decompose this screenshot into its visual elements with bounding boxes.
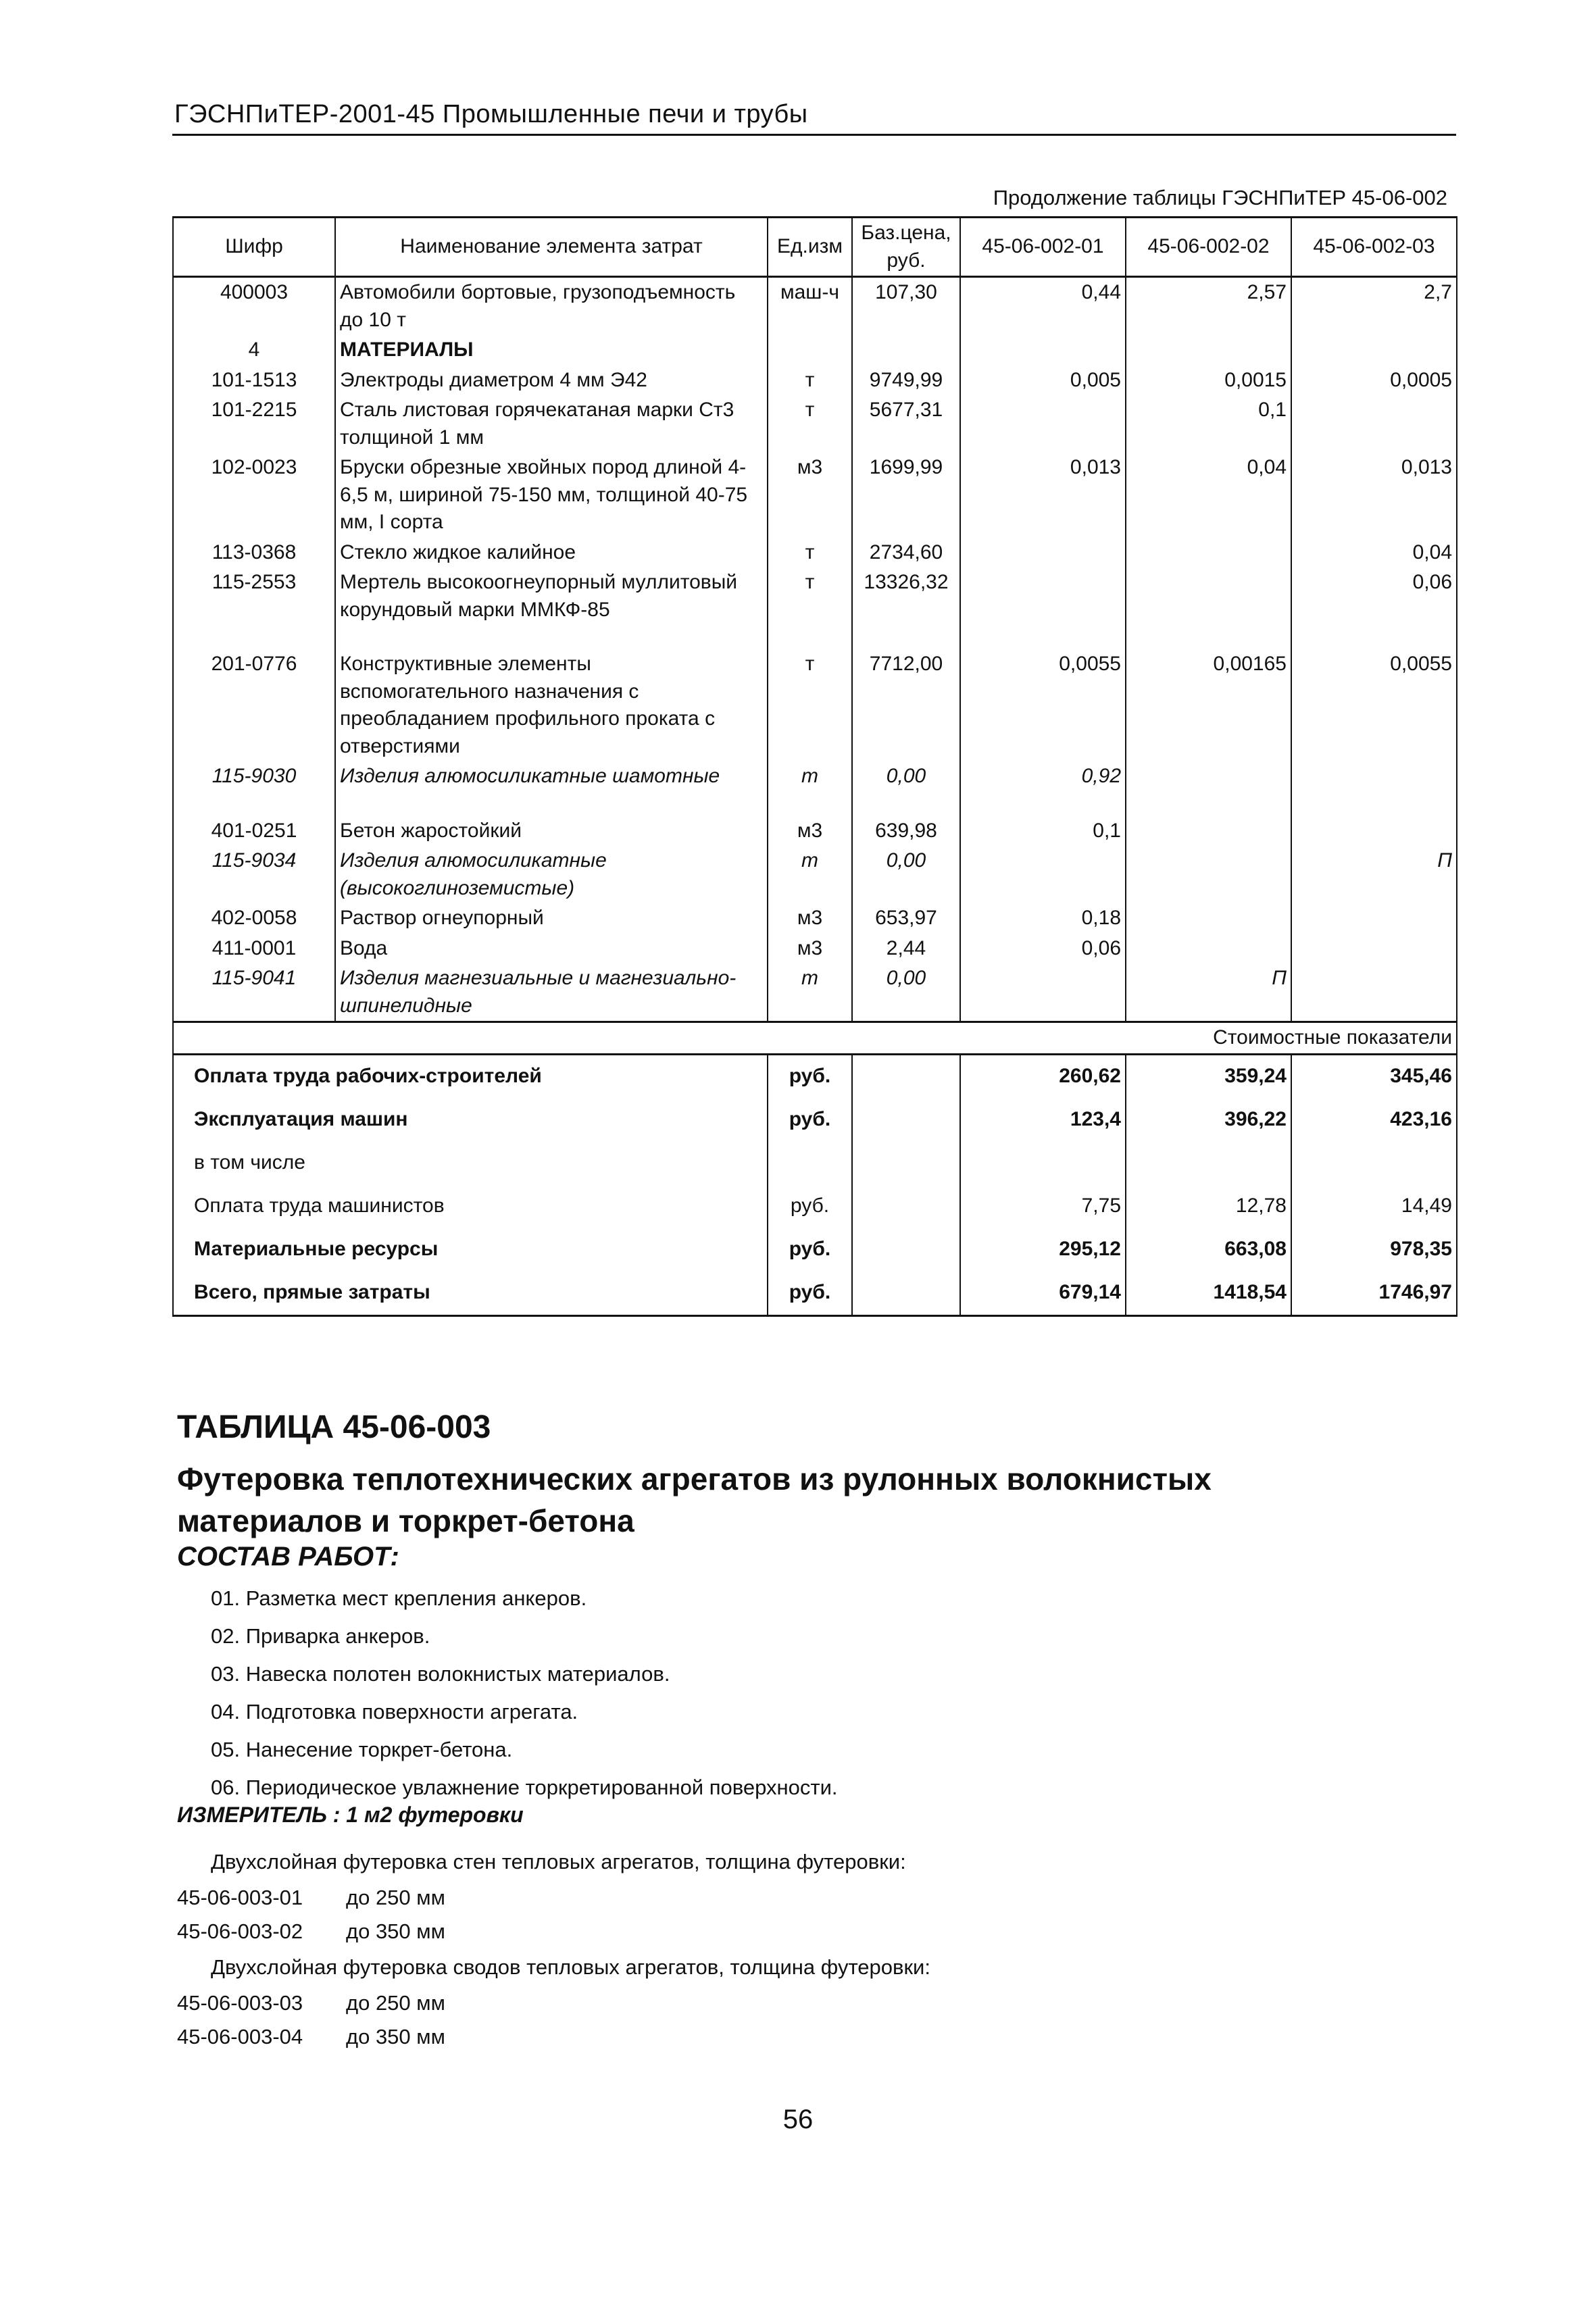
row-name: Изделия алюмосиликатные (высокоглиноземистые) bbox=[335, 846, 768, 903]
cost-value-3 bbox=[1291, 1142, 1457, 1185]
cost-unit bbox=[768, 1142, 852, 1185]
row-code: 115-9041 bbox=[173, 963, 335, 1022]
table-spacer-row bbox=[173, 625, 1457, 649]
table-row bbox=[173, 903, 1457, 934]
measure-value: 1 м2 футеровки bbox=[346, 1803, 524, 1827]
row-name: МАТЕРИАЛЫ bbox=[335, 335, 768, 366]
cost-unit: руб. bbox=[768, 1185, 852, 1228]
works-label: СОСТАВ РАБОТ: bbox=[177, 1542, 399, 1571]
variant-group-description: Двухслойная футеровка сводов тепловых агрегатов, толщина футеровки: bbox=[211, 1955, 930, 1979]
row-unit: т bbox=[768, 649, 852, 761]
cost-value-3: 1746,97 bbox=[1291, 1272, 1457, 1316]
row-code: 115-2553 bbox=[173, 568, 335, 625]
col-header-name: Наименование элемента затрат bbox=[335, 218, 768, 277]
row-value-3: 0,0005 bbox=[1291, 366, 1457, 396]
row-unit: т bbox=[768, 366, 852, 396]
cost-value-2: 396,22 bbox=[1126, 1099, 1291, 1142]
header-rule bbox=[172, 134, 1456, 136]
list-item: 06. Периодическое увлажнение торкретированной поверхности. bbox=[211, 1776, 838, 1799]
col-header-v3: 45-06-002-03 bbox=[1291, 218, 1457, 277]
variant-code: 45-06-003-01 bbox=[177, 1886, 303, 1909]
row-value-2 bbox=[1126, 816, 1291, 847]
table-row bbox=[173, 538, 1457, 568]
row-value-1 bbox=[960, 568, 1126, 625]
table-row bbox=[173, 649, 1457, 761]
section-heading: Футеровка теплотехнических агрегатов из рулонных волокнистых материалов и торкрет-бетона bbox=[177, 1461, 1212, 1539]
row-value-2 bbox=[1126, 846, 1291, 903]
cost-caption: Стоимостные показатели bbox=[1126, 1022, 1457, 1055]
row-name: Конструктивные элементы вспомогательного назначения с преобладанием профильного проката с отверстиями bbox=[335, 649, 768, 761]
row-price: 107,30 bbox=[852, 277, 960, 336]
table-row bbox=[173, 395, 1457, 453]
row-unit: м3 bbox=[768, 934, 852, 964]
row-code: 102-0023 bbox=[173, 453, 335, 538]
row-value-1 bbox=[960, 395, 1126, 453]
table-spacer-row bbox=[173, 792, 1457, 816]
cost-row bbox=[173, 1142, 1457, 1185]
row-name: Бетон жаростойкий bbox=[335, 816, 768, 847]
cost-value-1: 679,14 bbox=[960, 1272, 1126, 1316]
list-item: 04. Подготовка поверхности агрегата. bbox=[211, 1700, 578, 1724]
row-code: 113-0368 bbox=[173, 538, 335, 568]
variant-code: 45-06-003-04 bbox=[177, 2025, 303, 2048]
variant-item bbox=[177, 1986, 930, 2020]
cost-unit: руб. bbox=[768, 1099, 852, 1142]
row-value-2: 2,57 bbox=[1126, 277, 1291, 336]
row-price: 9749,99 bbox=[852, 366, 960, 396]
row-price: 639,98 bbox=[852, 816, 960, 847]
row-value-1: 0,005 bbox=[960, 366, 1126, 396]
row-unit: м3 bbox=[768, 453, 852, 538]
cost-row bbox=[173, 1228, 1457, 1272]
row-value-3 bbox=[1291, 934, 1457, 964]
table-row bbox=[173, 816, 1457, 847]
row-name: Изделия алюмосиликатные шамотные bbox=[335, 761, 768, 792]
row-value-1 bbox=[960, 538, 1126, 568]
works-list bbox=[211, 1580, 838, 1807]
row-value-2 bbox=[1126, 903, 1291, 934]
row-value-3: П bbox=[1291, 846, 1457, 903]
variants-block bbox=[177, 1843, 930, 2054]
row-name: Мертель высокоогнеупорный муллитовый корундовый марки ММКФ-85 bbox=[335, 568, 768, 625]
row-price: 2734,60 bbox=[852, 538, 960, 568]
page-header: ГЭСНПиТЕР-2001-45 Промышленные печи и трубы bbox=[174, 100, 808, 128]
row-price: 0,00 bbox=[852, 963, 960, 1022]
row-value-3 bbox=[1291, 816, 1457, 847]
row-value-3 bbox=[1291, 761, 1457, 792]
variant-code: 45-06-003-03 bbox=[177, 1991, 303, 2015]
row-value-1: 0,44 bbox=[960, 277, 1126, 336]
col-header-price: Баз.цена, руб. bbox=[852, 218, 960, 277]
row-name: Электроды диаметром 4 мм Э42 bbox=[335, 366, 768, 396]
table-row bbox=[173, 277, 1457, 336]
row-value-3 bbox=[1291, 903, 1457, 934]
row-value-3 bbox=[1291, 395, 1457, 453]
row-value-2 bbox=[1126, 761, 1291, 792]
row-code: 115-9030 bbox=[173, 761, 335, 792]
row-unit: т bbox=[768, 846, 852, 903]
row-value-3: 0,0055 bbox=[1291, 649, 1457, 761]
row-name: Раствор огнеупорный bbox=[335, 903, 768, 934]
list-item: 02. Приварка анкеров. bbox=[211, 1624, 430, 1648]
variant-item bbox=[177, 1881, 930, 1915]
row-price: 2,44 bbox=[852, 934, 960, 964]
col-header-unit: Ед.изм bbox=[768, 218, 852, 277]
row-unit: м3 bbox=[768, 816, 852, 847]
row-unit: т bbox=[768, 761, 852, 792]
row-value-3: 0,04 bbox=[1291, 538, 1457, 568]
table-row bbox=[173, 453, 1457, 538]
row-price: 7712,00 bbox=[852, 649, 960, 761]
row-price: 5677,31 bbox=[852, 395, 960, 453]
variant-item bbox=[177, 2020, 930, 2054]
cost-value-2: 1418,54 bbox=[1126, 1272, 1291, 1316]
variant-text: до 250 мм bbox=[346, 1991, 445, 2015]
cost-label: Оплата труда рабочих-строителей bbox=[173, 1054, 768, 1099]
row-value-3: 2,7 bbox=[1291, 277, 1457, 336]
row-value-2: 0,00165 bbox=[1126, 649, 1291, 761]
cost-value-1: 260,62 bbox=[960, 1054, 1126, 1099]
variant-item bbox=[177, 1915, 930, 1948]
row-name: Стекло жидкое калийное bbox=[335, 538, 768, 568]
row-value-3: 0,013 bbox=[1291, 453, 1457, 538]
row-code: 101-1513 bbox=[173, 366, 335, 396]
variant-group-description: Двухслойная футеровка стен тепловых агрегатов, толщина футеровки: bbox=[211, 1850, 906, 1873]
cost-row bbox=[173, 1054, 1457, 1099]
row-unit: т bbox=[768, 568, 852, 625]
row-code: 400003 bbox=[173, 277, 335, 336]
table-row bbox=[173, 963, 1457, 1022]
row-price: 1699,99 bbox=[852, 453, 960, 538]
row-name: Изделия магнезиальные и магнезиально-шпинелидные bbox=[335, 963, 768, 1022]
row-name: Вода bbox=[335, 934, 768, 964]
cost-label: Оплата труда машинистов bbox=[173, 1185, 768, 1228]
row-code: 401-0251 bbox=[173, 816, 335, 847]
row-value-1 bbox=[960, 963, 1126, 1022]
row-name: Бруски обрезные хвойных пород длиной 4-6,5 м, шириной 75-150 мм, толщиной 40-75 мм, I сорта bbox=[335, 453, 768, 538]
variant-code: 45-06-003-02 bbox=[177, 1919, 303, 1943]
row-code: 4 bbox=[173, 335, 335, 366]
cost-row bbox=[173, 1099, 1457, 1142]
list-item: 05. Нанесение торкрет-бетона. bbox=[211, 1738, 513, 1761]
cost-value-2: 359,24 bbox=[1126, 1054, 1291, 1099]
cost-label: Материальные ресурсы bbox=[173, 1228, 768, 1272]
col-header-code: Шифр bbox=[173, 218, 335, 277]
row-unit: т bbox=[768, 963, 852, 1022]
row-unit: т bbox=[768, 395, 852, 453]
table-header-row bbox=[173, 218, 1457, 277]
row-value-1: 0,18 bbox=[960, 903, 1126, 934]
row-value-2: П bbox=[1126, 963, 1291, 1022]
cost-value-1: 123,4 bbox=[960, 1099, 1126, 1142]
row-price: 0,00 bbox=[852, 761, 960, 792]
row-value-2 bbox=[1126, 568, 1291, 625]
cost-value-3: 345,46 bbox=[1291, 1054, 1457, 1099]
row-unit: маш-ч bbox=[768, 277, 852, 336]
col-header-v1: 45-06-002-01 bbox=[960, 218, 1126, 277]
cost-value-1: 295,12 bbox=[960, 1228, 1126, 1272]
row-code: 201-0776 bbox=[173, 649, 335, 761]
resources-table bbox=[172, 216, 1457, 1317]
row-code: 115-9034 bbox=[173, 846, 335, 903]
table-row bbox=[173, 934, 1457, 964]
table-continuation-label: Продолжение таблицы ГЭСНПиТЕР 45-06-002 bbox=[993, 186, 1447, 209]
row-unit: м3 bbox=[768, 903, 852, 934]
cost-value-1 bbox=[960, 1142, 1126, 1185]
cost-row bbox=[173, 1185, 1457, 1228]
table-title: ТАБЛИЦА 45-06-003 bbox=[177, 1409, 491, 1445]
row-value-1: 0,0055 bbox=[960, 649, 1126, 761]
cost-label: в том числе bbox=[173, 1142, 768, 1185]
cost-value-2: 663,08 bbox=[1126, 1228, 1291, 1272]
table-row bbox=[173, 761, 1457, 792]
list-item: 01. Разметка мест крепления анкеров. bbox=[211, 1586, 587, 1610]
row-price: 653,97 bbox=[852, 903, 960, 934]
row-value-2 bbox=[1126, 538, 1291, 568]
variant-text: до 350 мм bbox=[346, 1919, 445, 1943]
cost-caption-row bbox=[173, 1022, 1457, 1055]
cost-value-3: 14,49 bbox=[1291, 1185, 1457, 1228]
cost-value-2: 12,78 bbox=[1126, 1185, 1291, 1228]
cost-label: Эксплуатация машин bbox=[173, 1099, 768, 1142]
table-row bbox=[173, 568, 1457, 625]
cost-value-3: 423,16 bbox=[1291, 1099, 1457, 1142]
cost-value-3: 978,35 bbox=[1291, 1228, 1457, 1272]
row-value-2: 0,04 bbox=[1126, 453, 1291, 538]
page-number: 56 bbox=[782, 2105, 814, 2134]
row-value-1: 0,92 bbox=[960, 761, 1126, 792]
cost-unit: руб. bbox=[768, 1054, 852, 1099]
row-price: 0,00 bbox=[852, 846, 960, 903]
row-value-3: 0,06 bbox=[1291, 568, 1457, 625]
row-code: 402-0058 bbox=[173, 903, 335, 934]
row-value-2 bbox=[1126, 934, 1291, 964]
cost-unit: руб. bbox=[768, 1228, 852, 1272]
measure-line bbox=[177, 1803, 524, 1828]
variant-text: до 250 мм bbox=[346, 1886, 445, 1909]
row-value-1: 0,013 bbox=[960, 453, 1126, 538]
row-code: 101-2215 bbox=[173, 395, 335, 453]
row-value-3 bbox=[1291, 963, 1457, 1022]
row-value-2: 0,1 bbox=[1126, 395, 1291, 453]
cost-label: Всего, прямые затраты bbox=[173, 1272, 768, 1316]
list-item: 03. Навеска полотен волокнистых материалов. bbox=[211, 1662, 670, 1686]
row-value-1: 0,1 bbox=[960, 816, 1126, 847]
variant-text: до 350 мм bbox=[346, 2025, 445, 2048]
cost-value-2 bbox=[1126, 1142, 1291, 1185]
row-unit: т bbox=[768, 538, 852, 568]
cost-value-1: 7,75 bbox=[960, 1185, 1126, 1228]
row-value-1: 0,06 bbox=[960, 934, 1126, 964]
table-row bbox=[173, 366, 1457, 396]
row-price: 13326,32 bbox=[852, 568, 960, 625]
cost-unit: руб. bbox=[768, 1272, 852, 1316]
row-value-2: 0,0015 bbox=[1126, 366, 1291, 396]
table-section-row bbox=[173, 335, 1457, 366]
row-code: 411-0001 bbox=[173, 934, 335, 964]
col-header-v2: 45-06-002-02 bbox=[1126, 218, 1291, 277]
row-name: Сталь листовая горячекатаная марки Ст3 толщиной 1 мм bbox=[335, 395, 768, 453]
row-value-1 bbox=[960, 846, 1126, 903]
table-row bbox=[173, 846, 1457, 903]
row-name: Автомобили бортовые, грузоподъемность до 10 т bbox=[335, 277, 768, 336]
measure-label: ИЗМЕРИТЕЛЬ : bbox=[177, 1803, 341, 1827]
cost-row bbox=[173, 1272, 1457, 1316]
